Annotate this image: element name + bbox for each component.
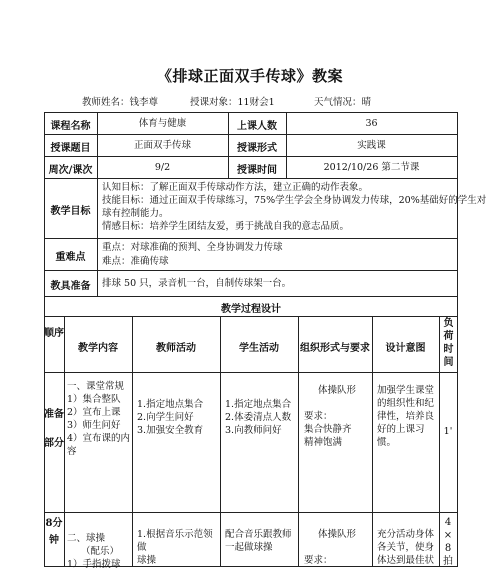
topic-value: 正面双手传球 bbox=[133, 140, 191, 151]
keypoints-label: 重难点 bbox=[55, 252, 86, 263]
row2-content bbox=[67, 532, 131, 571]
students-label: 上课人数 bbox=[237, 121, 277, 132]
row2-content-line: 1）手指拨球 bbox=[67, 559, 121, 570]
keypoint-difficulty: 难点：准确传球 bbox=[102, 256, 169, 267]
week-value: 9/2 bbox=[154, 162, 171, 173]
row1-intent-line: 好的上课习惯。 bbox=[377, 424, 425, 448]
row1-order: 准备部分 bbox=[44, 409, 64, 449]
row1-content-line: 4）宣布课的内 bbox=[67, 433, 131, 444]
header-organization: 组织形式与要求 bbox=[300, 343, 370, 354]
row2-content-line: （配乐） bbox=[81, 546, 120, 557]
document-title: 《排球正面双手传球》教案 bbox=[156, 67, 343, 85]
row1-student-line: 1.指定地点集合 bbox=[225, 399, 292, 410]
course-name-value: 体育与健康 bbox=[138, 118, 187, 129]
row1-student-line: 3.向教师问好 bbox=[225, 425, 282, 436]
teacher-name: 教师姓名：钱李尊 bbox=[82, 97, 159, 108]
row2-org-line: 要求： bbox=[304, 555, 333, 566]
process-title: 教学过程设计 bbox=[221, 304, 281, 315]
row1-content-line: 2）宣布上课 bbox=[67, 407, 121, 418]
row1-content-line: 3）师生问好 bbox=[67, 420, 121, 431]
row1-org-line: 精神饱满 bbox=[304, 437, 343, 448]
row2-student bbox=[225, 528, 297, 554]
row2-teacher-line: 球操 bbox=[137, 555, 157, 566]
row1-org-line: 集合快静齐 bbox=[304, 424, 352, 435]
header-content: 教学内容 bbox=[78, 343, 118, 354]
row1-intent-line: 加强学生课堂 bbox=[377, 385, 435, 396]
students-value: 36 bbox=[365, 118, 378, 129]
row1-content bbox=[67, 380, 131, 458]
row1-intent-line: 律性，培养良 bbox=[377, 411, 435, 422]
row2-intent-line: 各关节，使身 bbox=[377, 542, 435, 553]
row2-teacher bbox=[137, 528, 219, 567]
header-intent: 设计意图 bbox=[385, 343, 426, 354]
row1-intent bbox=[377, 384, 439, 449]
row2-intent bbox=[377, 528, 439, 567]
form-label: 授课形式 bbox=[237, 143, 277, 154]
row1-teacher-line: 3.加强安全教育 bbox=[137, 425, 204, 436]
row1-organization bbox=[304, 384, 372, 449]
row2-load: 4×8拍 bbox=[443, 517, 453, 567]
row2-org-line bbox=[304, 541, 372, 554]
row1-student bbox=[225, 398, 297, 437]
objective-skill-line1: 技能目标：通过正面双手传球练习，75%学生学会全身协调发力传球，20%基础好的学生对 bbox=[102, 195, 487, 206]
objectives-label: 教学目标 bbox=[50, 206, 91, 217]
row1-teacher bbox=[137, 398, 219, 437]
header-teacher: 教师活动 bbox=[156, 343, 196, 354]
objective-cognitive: 认知目标：了解正面双手传球动作方法，建立正确的动作表象。 bbox=[102, 182, 369, 193]
row1-org-line: 体操队形 bbox=[318, 385, 357, 396]
equipment-text: 排球 50 只，录音机一台，自制传球架一台。 bbox=[102, 278, 292, 289]
row1-teacher-line: 1.指定地点集合 bbox=[137, 399, 204, 410]
form-value: 实践课 bbox=[357, 140, 386, 151]
time-value: 2012/10/26 第二节课 bbox=[323, 162, 420, 173]
row2-student-line: 配合音乐跟教师 bbox=[225, 529, 292, 540]
row1-load: 1' bbox=[443, 426, 453, 437]
row2-intent-line: 体达到最佳状 bbox=[377, 555, 435, 566]
objective-skill-line2: 球有控制能力。 bbox=[102, 208, 169, 219]
course-name-label: 课程名称 bbox=[50, 121, 91, 132]
row2-student-line: 一起做球操 bbox=[225, 542, 273, 553]
class-target: 授课对象：11财会1 bbox=[190, 97, 275, 108]
row2-intent-line: 充分活动身体 bbox=[377, 529, 435, 540]
row2-teacher-line: 1.根据音乐示范领做 bbox=[137, 529, 213, 553]
row2-order: 8分钟 bbox=[45, 518, 63, 546]
keypoint-key: 重点：对球准确的预判、全身协调发力传球 bbox=[102, 242, 283, 253]
objective-emotion: 情感目标：培养学生团结友爱，勇于挑战自我的意志品质。 bbox=[102, 221, 350, 232]
row1-intent-line: 的组织性和纪 bbox=[377, 398, 435, 409]
row2-content-line: 二、球操 bbox=[67, 533, 106, 544]
row2-organization bbox=[304, 528, 372, 567]
header-load: 负荷时间 bbox=[443, 318, 454, 368]
time-label: 授课时间 bbox=[237, 165, 277, 176]
equipment-label: 教具准备 bbox=[50, 281, 91, 292]
row2-org-line: 体操队形 bbox=[318, 529, 357, 540]
weather: 天气情况：晴 bbox=[314, 97, 372, 108]
row1-teacher-line: 2.向学生问好 bbox=[137, 412, 194, 423]
row1-content-line: 一、课堂常规 bbox=[67, 381, 125, 392]
row1-org-line: 要求： bbox=[304, 411, 333, 422]
row1-content-line: 1）集合整队 bbox=[67, 394, 121, 405]
week-label: 周次/课次 bbox=[48, 165, 93, 176]
header-student: 学生活动 bbox=[239, 343, 279, 354]
row1-student-line: 2.体委清点人数 bbox=[225, 412, 292, 423]
header-order: 顺序 bbox=[44, 328, 64, 339]
row1-org-line bbox=[304, 397, 372, 410]
topic-label: 授课题目 bbox=[50, 143, 91, 154]
row1-content-line: 容 bbox=[67, 446, 77, 457]
